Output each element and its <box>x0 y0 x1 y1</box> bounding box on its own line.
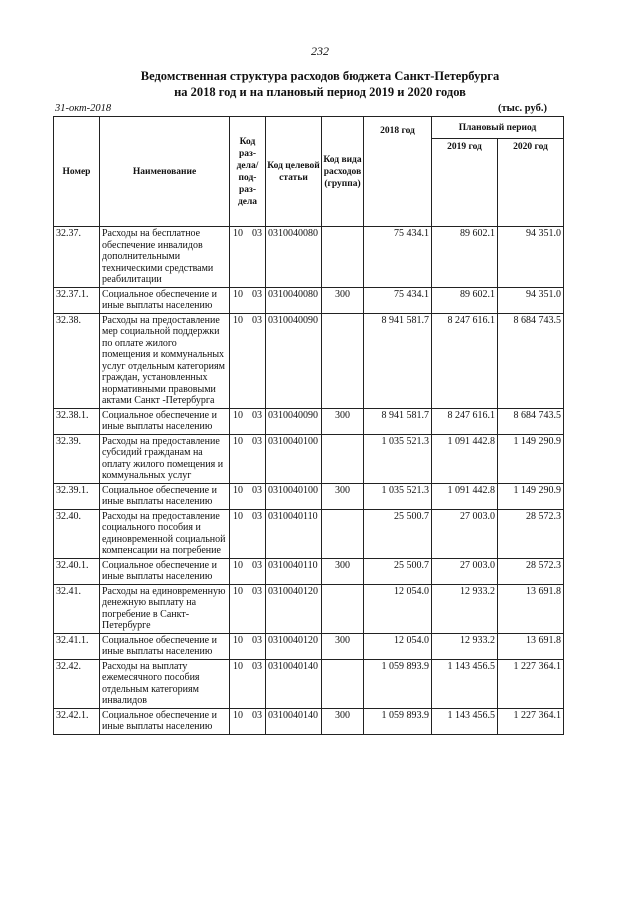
title-line-2: на 2018 год и на плановый период 2019 и 2020 годов <box>174 85 466 99</box>
row-name: Социальное обеспечение и иные выплаты населению <box>100 408 230 434</box>
table-row <box>54 708 564 734</box>
header-2019: 2019 год <box>432 139 498 227</box>
row-number: 32.42.1. <box>54 708 100 734</box>
row-2020-amount: 1 149 290.9 <box>498 483 564 509</box>
title-line-1: Ведомственная структура расходов бюджета Санкт-Петербурга <box>140 69 500 83</box>
row-2018-amount: 75 434.1 <box>364 227 432 288</box>
section-code: 10 <box>233 228 243 239</box>
subsection-code: 03 <box>252 409 262 421</box>
row-number: 32.39. <box>54 434 100 483</box>
row-2019-amount: 27 003.0 <box>432 509 498 558</box>
row-section-code <box>230 483 266 509</box>
row-expense-type: 300 <box>322 483 364 509</box>
subsection-code: 03 <box>252 510 262 522</box>
row-number: 32.41.1. <box>54 633 100 659</box>
row-expense-type <box>322 509 364 558</box>
row-name: Расходы на выплату ежемесячного пособия отдельным категориям инвалидов <box>100 659 230 708</box>
table-row <box>54 434 564 483</box>
row-2020-amount: 1 149 290.9 <box>498 434 564 483</box>
row-2020-amount: 94 351.0 <box>498 287 564 313</box>
table-row <box>54 633 564 659</box>
row-number: 32.41. <box>54 584 100 633</box>
row-2020-amount: 1 227 364.1 <box>498 708 564 734</box>
row-2019-amount: 27 003.0 <box>432 558 498 584</box>
row-name: Расходы на единовременную денежную выплату на погребение в Санкт-Петербурге <box>100 584 230 633</box>
row-section-code <box>230 558 266 584</box>
row-2018-amount: 12 054.0 <box>364 633 432 659</box>
row-number: 32.40. <box>54 509 100 558</box>
row-2018-amount: 25 500.7 <box>364 558 432 584</box>
row-2019-amount: 89 602.1 <box>432 227 498 288</box>
row-expense-type: 300 <box>322 558 364 584</box>
row-section-code <box>230 434 266 483</box>
row-expense-type <box>322 227 364 288</box>
row-expense-type: 300 <box>322 708 364 734</box>
row-expense-type: 300 <box>322 287 364 313</box>
row-2019-amount: 12 933.2 <box>432 584 498 633</box>
row-2018-amount: 1 059 893.9 <box>364 708 432 734</box>
row-target-code: 0310040090 <box>266 408 322 434</box>
subsection-code: 03 <box>252 585 262 597</box>
row-2018-amount: 1 035 521.3 <box>364 483 432 509</box>
budget-table <box>53 116 564 735</box>
row-name: Социальное обеспечение и иные выплаты населению <box>100 287 230 313</box>
row-target-code: 0310040080 <box>266 227 322 288</box>
section-code: 10 <box>233 435 243 447</box>
row-number: 32.42. <box>54 659 100 708</box>
row-target-code: 0310040120 <box>266 584 322 633</box>
row-2018-amount: 75 434.1 <box>364 287 432 313</box>
row-name: Расходы на бесплатное обеспечение инвалидов дополнительными техническими средствами реабилитации <box>100 227 230 288</box>
table-row <box>54 408 564 434</box>
row-target-code: 0310040090 <box>266 313 322 408</box>
subsection-code: 03 <box>252 559 262 571</box>
row-expense-type <box>322 584 364 633</box>
row-section-code <box>230 509 266 558</box>
subsection-code: 03 <box>252 660 262 672</box>
subsection-code: 03 <box>252 288 262 300</box>
row-section-code <box>230 584 266 633</box>
section-code: 10 <box>233 409 243 421</box>
row-section-code <box>230 313 266 408</box>
row-name: Социальное обеспечение и иные выплаты населению <box>100 633 230 659</box>
section-code: 10 <box>233 288 243 300</box>
header-number: Номер <box>54 117 100 227</box>
row-2020-amount: 28 572.3 <box>498 558 564 584</box>
row-expense-type <box>322 313 364 408</box>
row-2020-amount: 8 684 743.5 <box>498 408 564 434</box>
row-target-code: 0310040140 <box>266 659 322 708</box>
row-section-code <box>230 227 266 288</box>
row-2019-amount: 12 933.2 <box>432 633 498 659</box>
row-2019-amount: 89 602.1 <box>432 287 498 313</box>
units-label: (тыс. руб.) <box>498 103 547 114</box>
table-row <box>54 659 564 708</box>
row-name: Расходы на предоставление субсидий гражданам на оплату жилого помещения и коммунальных услуг <box>100 434 230 483</box>
row-2020-amount: 13 691.8 <box>498 633 564 659</box>
section-code: 10 <box>233 660 243 672</box>
row-2018-amount: 12 054.0 <box>364 584 432 633</box>
subsection-code: 03 <box>252 314 262 326</box>
row-expense-type: 300 <box>322 408 364 434</box>
row-2020-amount: 94 351.0 <box>498 227 564 288</box>
row-2018-amount: 1 059 893.9 <box>364 659 432 708</box>
section-code: 10 <box>233 634 243 646</box>
table-row <box>54 313 564 408</box>
row-section-code <box>230 633 266 659</box>
document-date: 31-окт-2018 <box>55 103 112 114</box>
row-number: 32.40.1. <box>54 558 100 584</box>
section-code: 10 <box>233 484 243 496</box>
row-2018-amount: 25 500.7 <box>364 509 432 558</box>
row-section-code <box>230 659 266 708</box>
page-number: 232 <box>311 44 329 58</box>
row-target-code: 0310040080 <box>266 287 322 313</box>
document-title <box>0 68 640 100</box>
section-code: 10 <box>233 585 243 597</box>
row-target-code: 0310040100 <box>266 434 322 483</box>
row-target-code: 0310040110 <box>266 558 322 584</box>
table-row <box>54 287 564 313</box>
row-name: Социальное обеспечение и иные выплаты населению <box>100 708 230 734</box>
row-number: 32.38.1. <box>54 408 100 434</box>
row-target-code: 0310040110 <box>266 509 322 558</box>
row-section-code <box>230 708 266 734</box>
row-number: 32.38. <box>54 313 100 408</box>
row-2019-amount: 1 143 456.5 <box>432 708 498 734</box>
table-row <box>54 483 564 509</box>
subsection-code: 03 <box>252 634 262 646</box>
header-section-code: Код раз- дела/ под- раз- дела <box>230 117 266 227</box>
row-name: Социальное обеспечение и иные выплаты населению <box>100 483 230 509</box>
row-expense-type <box>322 434 364 483</box>
section-code: 10 <box>233 559 243 571</box>
row-number: 32.37. <box>54 227 100 288</box>
row-target-code: 0310040120 <box>266 633 322 659</box>
table-row <box>54 509 564 558</box>
row-2018-amount: 8 941 581.7 <box>364 313 432 408</box>
row-2020-amount: 8 684 743.5 <box>498 313 564 408</box>
row-2019-amount: 1 143 456.5 <box>432 659 498 708</box>
header-target-code: Код целевой статьи <box>266 117 322 227</box>
row-target-code: 0310040100 <box>266 483 322 509</box>
row-name: Социальное обеспечение и иные выплаты населению <box>100 558 230 584</box>
subsection-code: 03 <box>252 228 262 239</box>
row-2020-amount: 28 572.3 <box>498 509 564 558</box>
header-name: Наименование <box>100 117 230 227</box>
row-expense-type: 300 <box>322 633 364 659</box>
row-2019-amount: 8 247 616.1 <box>432 408 498 434</box>
row-2018-amount: 8 941 581.7 <box>364 408 432 434</box>
section-code: 10 <box>233 510 243 522</box>
row-name: Расходы на предоставление мер социальной поддержки по оплате жилого помещения и коммунальных услуг отдельным категориям граждан, установленных нормативными правовыми актами Санкт -Петербурга <box>100 313 230 408</box>
subsection-code: 03 <box>252 709 262 721</box>
table-row <box>54 558 564 584</box>
row-2020-amount: 13 691.8 <box>498 584 564 633</box>
row-2020-amount: 1 227 364.1 <box>498 659 564 708</box>
row-number: 32.39.1. <box>54 483 100 509</box>
header-expense-type-code: Код вида расходов (группа) <box>322 117 364 227</box>
table-row <box>54 584 564 633</box>
row-name: Расходы на предоставление социального пособия и единовременной социальной компенсации на погребение <box>100 509 230 558</box>
header-2018: 2018 год <box>364 117 432 227</box>
row-2018-amount: 1 035 521.3 <box>364 434 432 483</box>
row-2019-amount: 8 247 616.1 <box>432 313 498 408</box>
table-row <box>54 227 564 288</box>
row-expense-type <box>322 659 364 708</box>
row-section-code <box>230 287 266 313</box>
row-target-code: 0310040140 <box>266 708 322 734</box>
header-planned-period: Плановый период <box>432 117 564 139</box>
row-number: 32.37.1. <box>54 287 100 313</box>
subsection-code: 03 <box>252 435 262 447</box>
table-body <box>54 227 564 735</box>
subsection-code: 03 <box>252 484 262 496</box>
row-2019-amount: 1 091 442.8 <box>432 434 498 483</box>
row-section-code <box>230 408 266 434</box>
header-2020: 2020 год <box>498 139 564 227</box>
section-code: 10 <box>233 709 243 721</box>
row-2019-amount: 1 091 442.8 <box>432 483 498 509</box>
section-code: 10 <box>233 314 243 326</box>
